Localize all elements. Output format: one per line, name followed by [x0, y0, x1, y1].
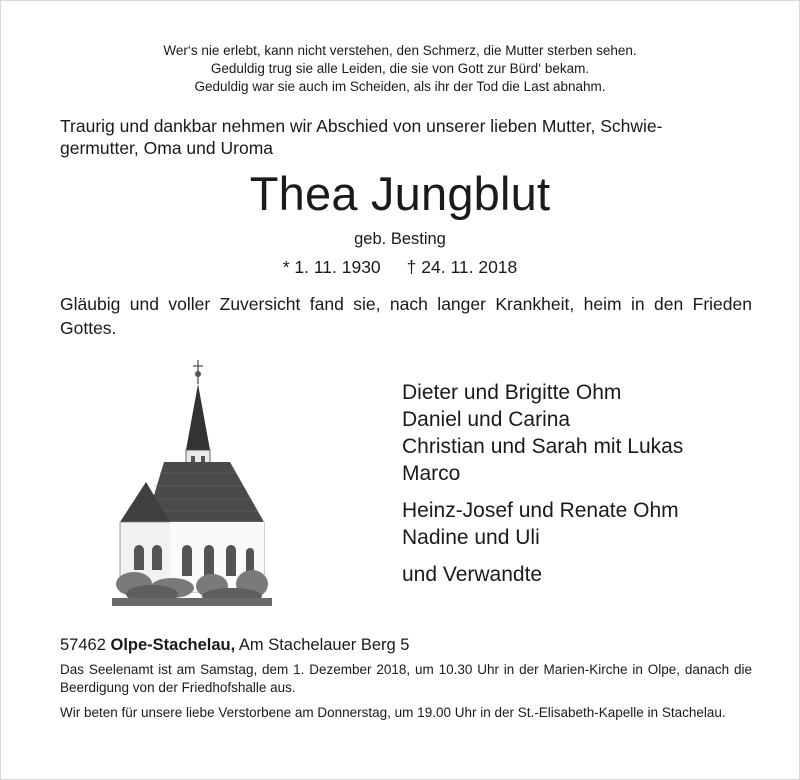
death-date: † 24. 11. 2018: [406, 257, 518, 277]
family-member: Dieter und Brigitte Ohm: [402, 381, 622, 404]
life-dates: [0, 256, 800, 278]
poem-line: Geduldig trug sie alle Leiden, die sie von Gott zur Bürd‘ bekam.: [210, 61, 590, 76]
faith-text: Gläubig und voller Zuversicht fand sie, nach langer Krankheit, heim in den Frieden Gottes.: [60, 294, 752, 338]
family-group-2: [402, 497, 762, 551]
intro-line: germutter, Oma und Uroma: [60, 138, 273, 158]
address: [60, 635, 760, 655]
birth-name: geb. Besting: [354, 230, 446, 248]
address-street: Am Stachelauer Berg 5: [238, 636, 410, 654]
family-member: Heinz-Josef und Renate Ohm: [402, 499, 679, 522]
intro-text: [60, 115, 750, 159]
family-member: Marco: [402, 462, 461, 485]
cross-icon: [193, 360, 203, 384]
deceased-name: Thea Jungblut: [249, 167, 551, 220]
intro-line: Traurig und dankbar nehmen wir Abschied von unserer lieben Mutter, Schwie-: [60, 116, 663, 136]
poem: [0, 42, 800, 96]
family-list: [402, 379, 762, 598]
family-group-1: [402, 379, 762, 487]
family-member: Christian und Sarah mit Lukas: [402, 435, 684, 458]
requiem-note: Das Seelenamt ist am Samstag, dem 1. Dezember 2018, um 10.30 Uhr in der Marien-Kirche in Olpe, danach die Beerdigung von der Friedhofshalle aus.: [60, 662, 752, 695]
poem-line: Wer‘s nie erlebt, kann nicht verstehen, den Schmerz, die Mutter sterben sehen.: [163, 43, 637, 58]
poem-line: Geduldig war sie auch im Scheiden, als ihr der Tod die Last abnahm.: [194, 79, 606, 94]
family-member: Daniel und Carina: [402, 408, 571, 431]
family-member: Nadine und Uli: [402, 526, 540, 549]
family-member: und Verwandte: [402, 563, 543, 586]
prayer-note: Wir beten für unsere liebe Verstorbene am Donnerstag, um 19.00 Uhr in der St.-Elisabeth-Kapelle in Stachelau.: [60, 705, 726, 720]
service-notes: [60, 661, 752, 730]
family-group-3: [402, 561, 762, 588]
address-zip: 57462: [60, 636, 106, 654]
birth-date: * 1. 11. 1930: [282, 257, 381, 277]
church-image: [112, 358, 272, 606]
address-town: Olpe-Stachelau,: [110, 636, 236, 654]
